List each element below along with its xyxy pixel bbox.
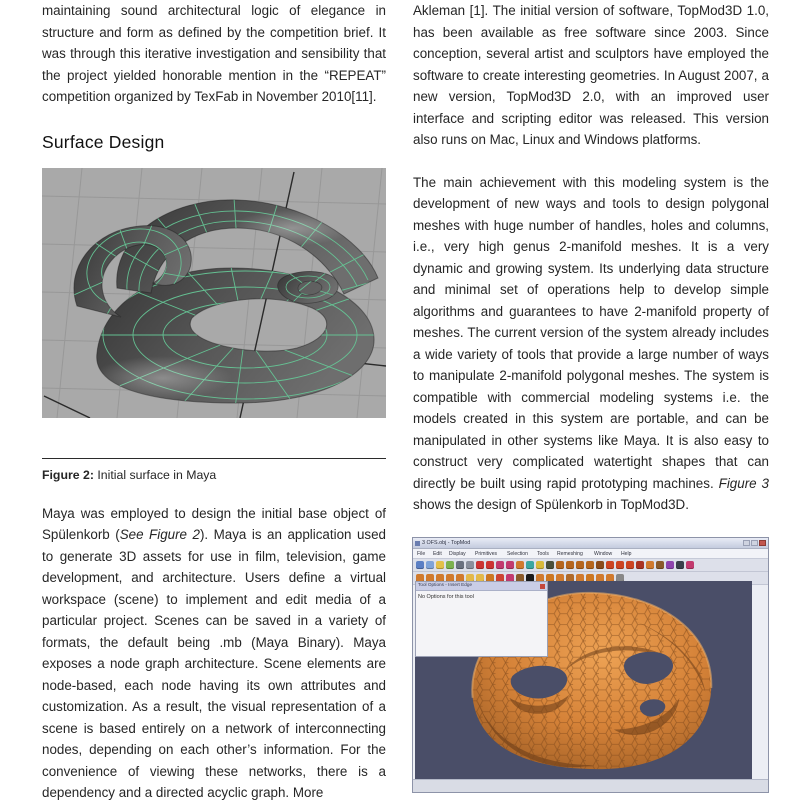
tool-options-panel (415, 581, 548, 657)
menu-item[interactable]: Help (621, 550, 632, 557)
tool-options-title: Tool Options - Insert Edge (418, 582, 473, 588)
toolbar-tool-icon[interactable] (416, 561, 424, 569)
toolbar-tool-icon[interactable] (476, 561, 484, 569)
tool-options-body: No Options for this tool (418, 594, 474, 600)
maya-viewport-image (42, 168, 386, 418)
toolbar-tool-icon[interactable] (616, 561, 624, 569)
toolbar-tool-icon[interactable] (556, 561, 564, 569)
topmod-toolbar-row1 (413, 559, 768, 572)
menu-item[interactable]: Remeshing (557, 550, 584, 557)
toolbar-tool-icon[interactable] (566, 561, 574, 569)
toolbar-tool-icon[interactable] (496, 561, 504, 569)
topmod-statusbar (413, 779, 768, 792)
menu-item[interactable]: Display (449, 550, 466, 557)
figure2-maya-render (42, 168, 386, 418)
toolbar-tool-icon[interactable] (506, 561, 514, 569)
maximize-button[interactable] (751, 540, 758, 546)
figure2-caption (42, 467, 386, 484)
toolbar-tool-icon[interactable] (636, 561, 644, 569)
toolbar-tool-icon[interactable] (676, 561, 684, 569)
figure2-caption-text: Initial surface in Maya (93, 467, 217, 482)
paragraph-maya (42, 503, 386, 800)
toolbar-tool-icon[interactable] (576, 561, 584, 569)
menu-item[interactable]: Selection (506, 550, 528, 557)
paragraph-topmod-post: shows the design of Spülenkorb in TopMod3D. (413, 497, 689, 512)
topmod-menubar (413, 549, 768, 559)
toolbar-tool-icon[interactable] (466, 561, 474, 569)
minimize-button[interactable] (743, 540, 750, 546)
toolbar-tool-icon[interactable] (546, 561, 554, 569)
section-heading-surface-design: Surface Design (42, 131, 165, 152)
menu-item[interactable]: File (417, 550, 426, 557)
paragraph-competition: maintaining sound architectural logic of elegance in structure and form as defined by the competition brief. It was through this iterative investigation and sensibility that the project yielded honorable mention in the “REPEAT” competition organized by TexFab in November 2010[11]. (42, 3, 386, 104)
toolbar-tool-icon[interactable] (426, 561, 434, 569)
toolbar-tool-icon[interactable] (456, 561, 464, 569)
paragraph-akleman: Akleman [1]. The initial version of software, TopMod3D 1.0, has been available as free software since 2003. Since conception, several artist and sculptors have employed the software to create interesting geometries. In August 2007, a new version, TopMod3D 2.0, with an improved user interface and scripting editor was released. This version also runs on Mac, Linux and Windows platforms. (413, 3, 769, 147)
toolbar-tool-icon[interactable] (526, 561, 534, 569)
toolbar-tool-icon[interactable] (446, 561, 454, 569)
paragraph-maya-pre: Maya was employed to design the initial base object of Spülenkorb ( (42, 505, 386, 542)
close-button[interactable] (759, 540, 766, 546)
see-figure2-reference: See Figure 2 (119, 527, 200, 542)
panel-close-icon[interactable] (540, 584, 545, 589)
toolbar-tool-icon[interactable] (596, 561, 604, 569)
topmod-app-icon (415, 541, 420, 546)
paragraph-maya-post: ). Maya is an application used to generate 3D assets for use in film, television, game development, and architecture. Users define a virtual workspace (scene) to implement and edit media of a particular project. Scenes can be saved in a variety of formats, the default being .mb (Maya Binary). Maya exposes a node graph architecture. Scene elements are node-based, each node having its own attributes and customization. As a result, the visual representation of a scene is based entirely on a network of interconnecting nodes, depending on each other’s information. For the convenience of viewing these networks, there is a dependency and a directed acyclic graph. More (42, 527, 386, 800)
toolbar-tool-icon[interactable] (656, 561, 664, 569)
menu-item[interactable]: Edit (432, 550, 442, 557)
toolbar-tool-icon[interactable] (486, 561, 494, 569)
paragraph-topmod-pre: The main achievement with this modeling system is the development of new ways and tools to design polygonal meshes with huge number of handles, holes and columns, i.e., very high genus 2-manifold meshes. It is a very dynamic and growing system. Its underlying data structure and minimal set of operations help to develop simple algorithms and guarantees to have 2-manifold property of meshes. The current version of the system already includes a wide variety of tools that provide a large number of ways to manipulate 2-manifold polygonal meshes. The system is compatible with commercial modeling systems i.e. the models created in this system are portable, and can be manipulated in other systems like Maya. It is also easy to construct very complicated watertight shapes that can directly be built using rapid prototyping machines. (413, 174, 769, 491)
tool-options-header[interactable] (416, 582, 547, 591)
left-column (42, 0, 386, 800)
figure3-reference: Figure 3 (718, 475, 769, 491)
toolbar-tool-icon[interactable] (686, 561, 694, 569)
toolbar-tool-icon[interactable] (606, 561, 614, 569)
menu-item[interactable]: Primitives (474, 550, 497, 557)
toolbar-tool-icon[interactable] (626, 561, 634, 569)
toolbar-tool-icon[interactable] (586, 561, 594, 569)
paragraph-topmod (413, 172, 769, 516)
topmod-window-title: 3 OFS.obj - TopMod (422, 540, 471, 546)
toolbar-tool-icon[interactable] (646, 561, 654, 569)
topmod-titlebar[interactable] (413, 538, 768, 549)
toolbar-tool-icon[interactable] (536, 561, 544, 569)
topmod-window-controls (743, 540, 766, 546)
figure2-caption-rule (42, 458, 386, 459)
toolbar-tool-icon[interactable] (516, 561, 524, 569)
menu-item[interactable]: Tools (537, 550, 550, 557)
toolbar-tool-icon[interactable] (436, 561, 444, 569)
toolbar-tool-icon[interactable] (666, 561, 674, 569)
menu-item[interactable]: Window (593, 550, 612, 557)
figure2-caption-label: Figure 2: (42, 467, 94, 482)
topmod-window (412, 537, 769, 793)
